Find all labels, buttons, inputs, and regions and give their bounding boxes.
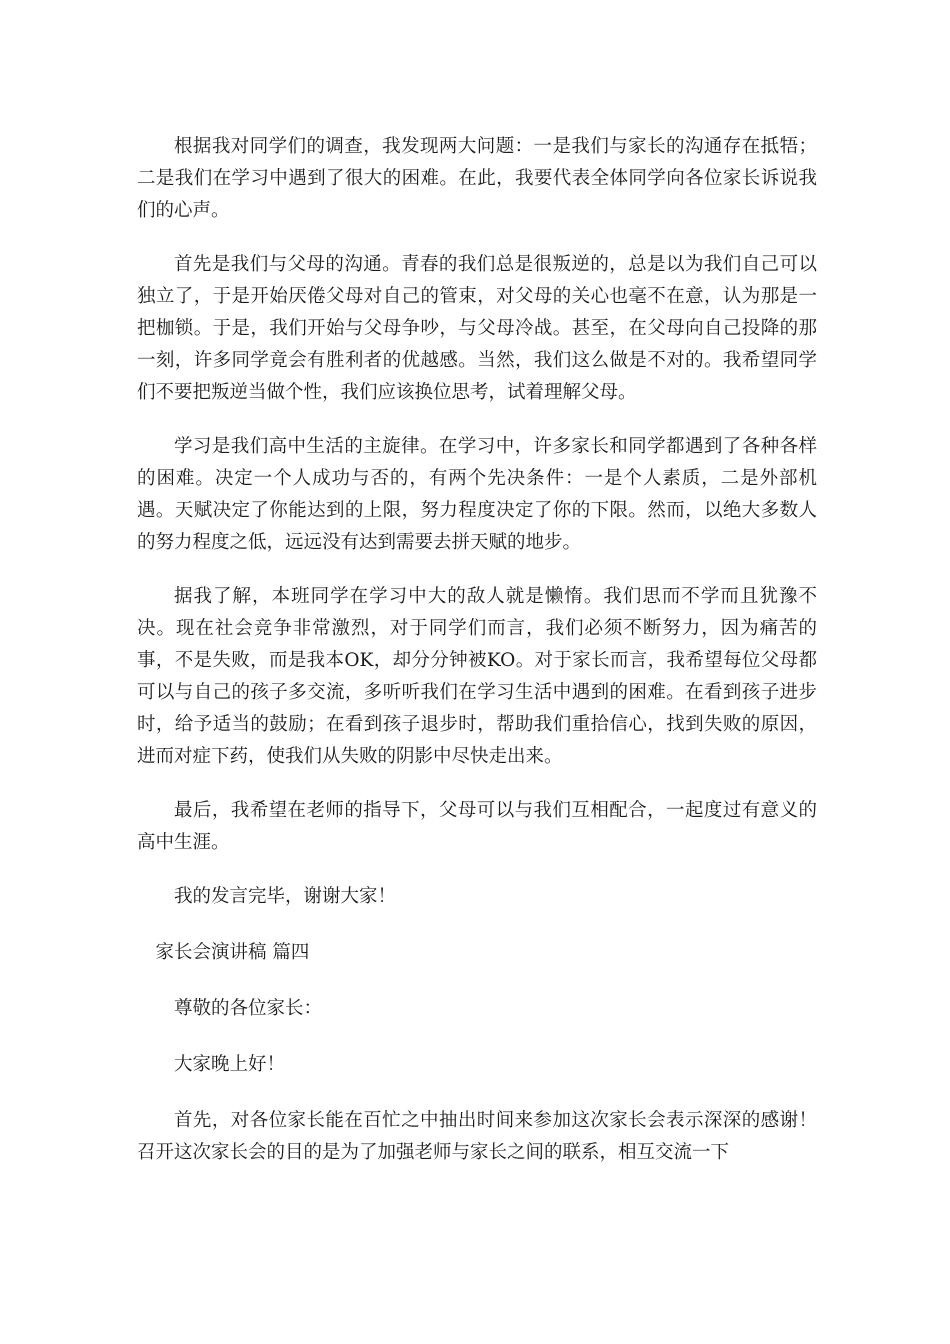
section-heading: 家长会演讲稿 篇四 (155, 942, 310, 963)
paragraph-study: 学习是我们高中生活的主旋律。在学习中，许多家长和同学都遇到了各种各样的困难。决定一个人成功与否的，有两个先决条件：一是个人素质，二是外部机遇。天赋决定了你能达到的上限，努力程度决定了你的下限。然而，以绝大多数人的努力程度之低，远远没有达到需要去拼天赋的地步。 (137, 436, 817, 553)
salutation: 尊敬的各位家长： (174, 998, 323, 1019)
greeting: 大家晚上好！ (174, 1054, 286, 1075)
paragraph-survey: 根据我对同学们的调查，我发现两大问题：一是我们与家长的沟通存在抵牾；二是我们在学习中遇到了很大的困难。在此，我要代表全体同学向各位家长诉说我们的心声。 (137, 136, 817, 221)
document-body (137, 131, 817, 1191)
paragraph-laziness: 据我了解，本班同学在学习中大的敌人就是懒惰。我们思而不学而且犹豫不决。现在社会竞争非常激烈，对于同学们而言，我们必须不断努力，因为痛苦的事，不是失败，而是我本OK，却分分钟被KO。对于家长而言，我希望每位父母都可以与自己的孩子多交流，多听听我们在学习生活中遇到的困难。在看到孩子进步时，给予适当的鼓励；在看到孩子退步时，帮助我们重拾信心，找到失败的原因，进而对症下药，使我们从失败的阴影中尽快走出来。 (137, 586, 817, 767)
paragraph-end-speech: 我的发言完毕，谢谢大家！ (174, 886, 397, 907)
paragraph-opening-thanks: 首先，对各位家长能在百忙之中抽出时间来参加这次家长会表示深深的感谢！召开这次家长会的目的是为了加强老师与家长之间的联系，相互交流一下 (137, 1110, 817, 1163)
paragraph-parent-communication: 首先是我们与父母的沟通。青春的我们总是很叛逆的，总是以为我们自己可以独立了，于是开始厌倦父母对自己的管束，对父母的关心也毫不在意，认为那是一把枷锁。于是，我们开始与父母争吵，与父母冷战。甚至，在父母向自己投降的那一刻，许多同学竟会有胜利者的优越感。当然，我们这么做是不对的。我希望同学们不要把叛逆当做个性，我们应该换位思考，试着理解父母。 (137, 254, 817, 403)
paragraph-conclusion: 最后，我希望在老师的指导下，父母可以与我们互相配合，一起度过有意义的高中生涯。 (137, 800, 817, 853)
